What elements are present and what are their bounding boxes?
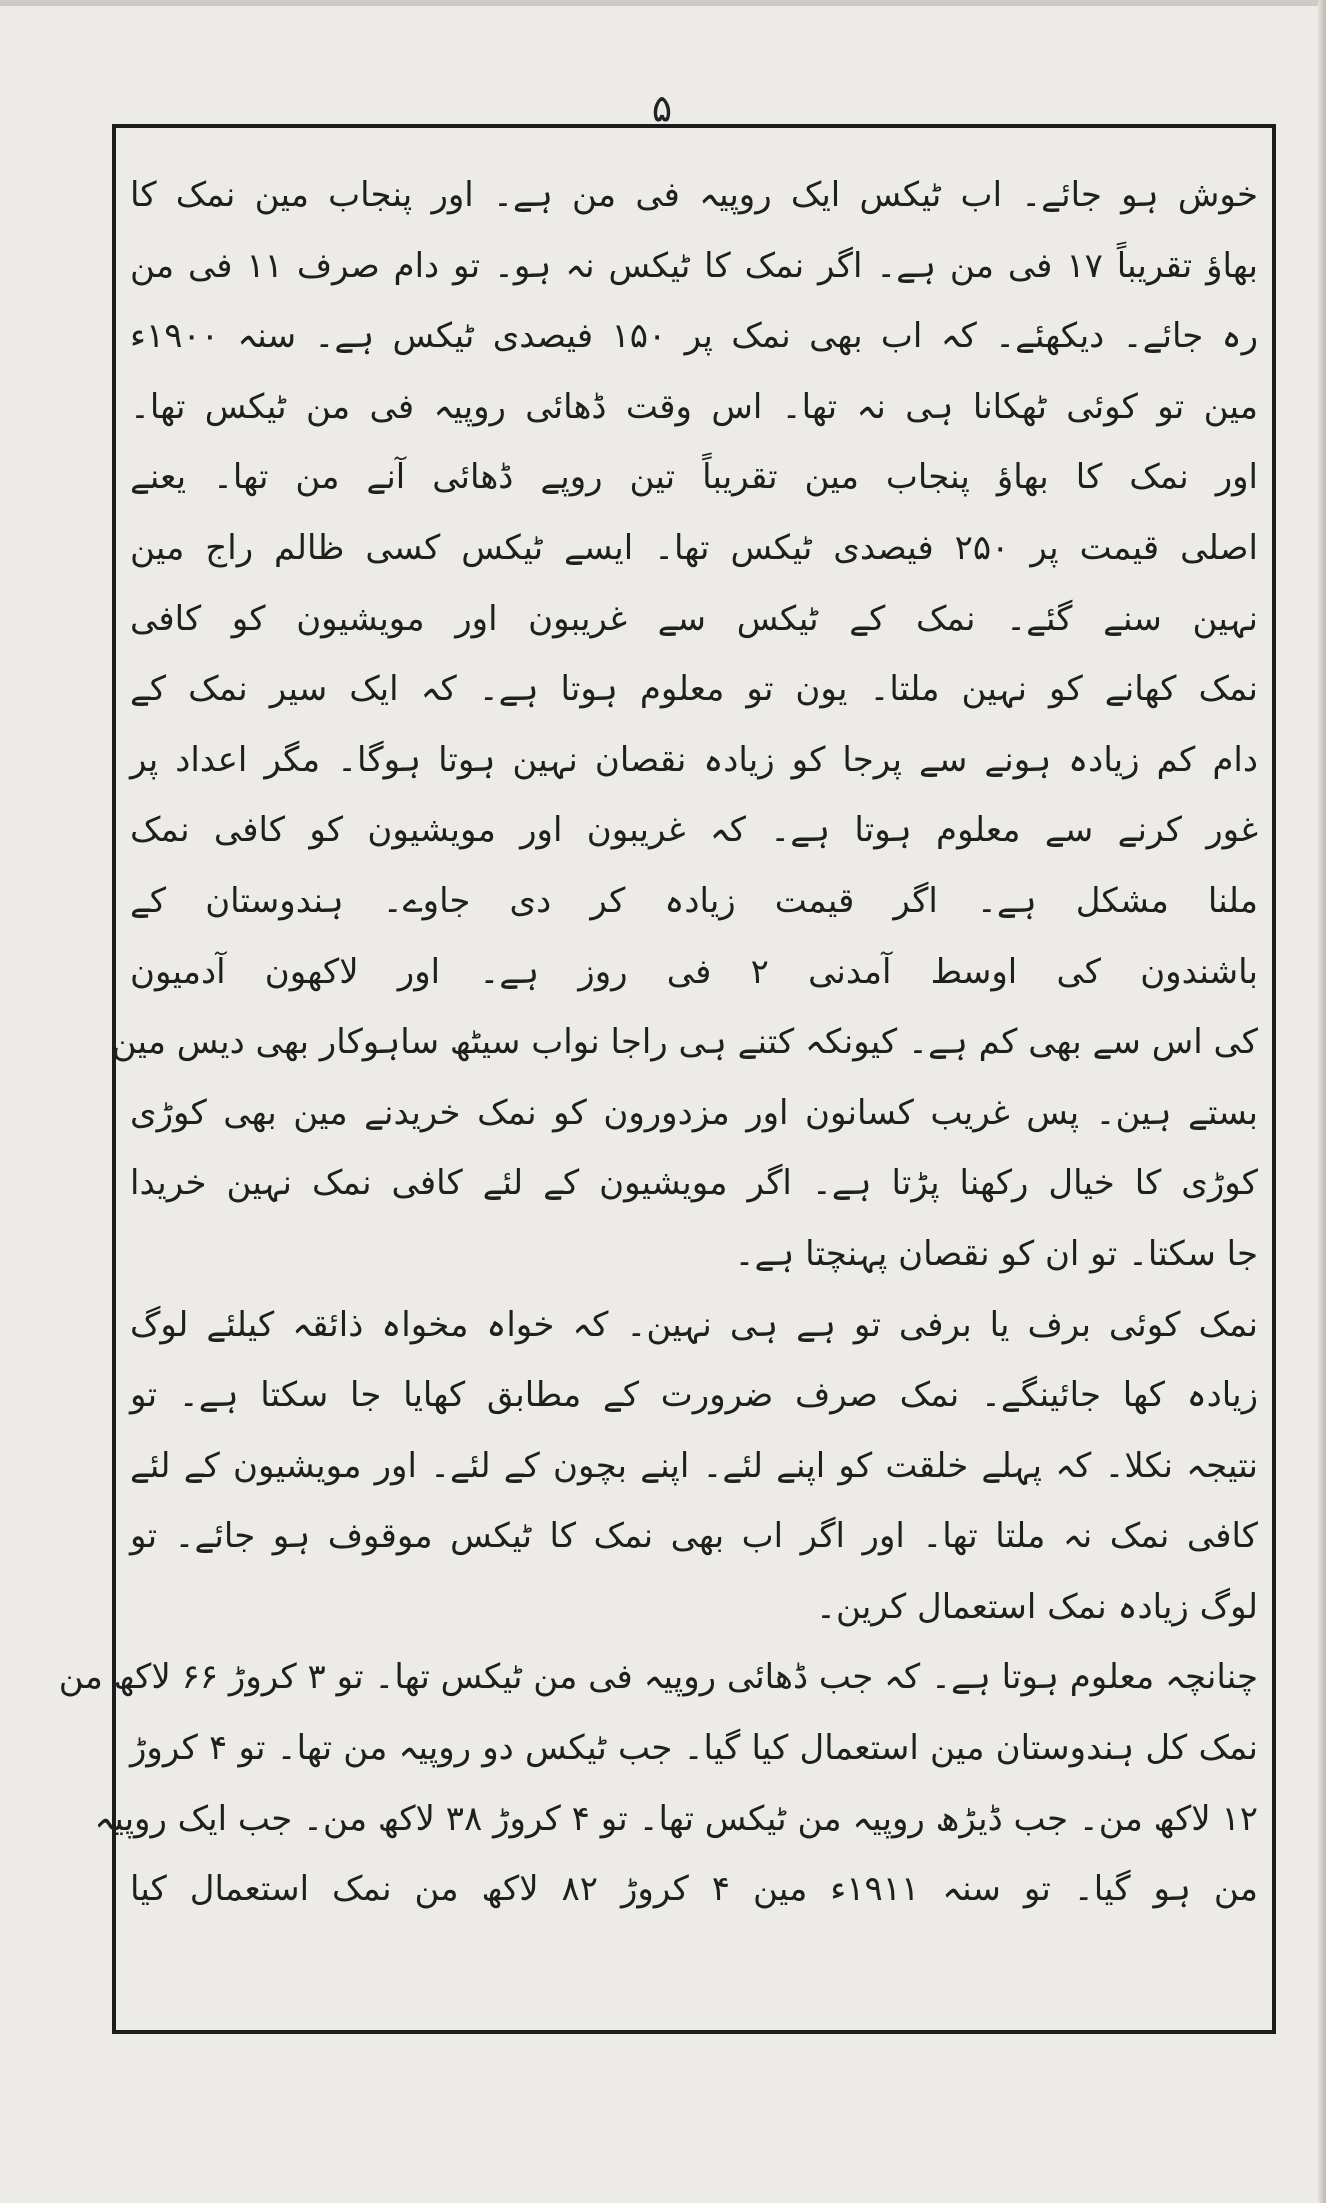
text-line: نمک کل ہندوستان مین استعمال کیا گیا۔ جب ٹیکس دو روپیہ من تھا۔ تو ۴ کروڑ [130, 1728, 1258, 1769]
text-line: غور کرنے سے معلوم ہوتا ہے۔ کہ غریبون اور مویشیون کو کافی نمک [130, 810, 1258, 851]
scan-edge-right [1318, 0, 1326, 2203]
text-line: بھاؤ تقریباً ۱۷ فی من ہے۔ اگر نمک کا ٹیکس نہ ہو۔ تو دام صرف ۱۱ فی من [130, 245, 1258, 286]
text-line: چنانچہ معلوم ہوتا ہے۔ کہ جب ڈھائی روپیہ فی من ٹیکس تھا۔ تو ۳ کروڑ ۶۶ لاکھ من [58, 1657, 1258, 1698]
text-line: خوش ہو جائے۔ اب ٹیکس ایک روپیہ فی من ہے۔ اور پنجاب مین نمک کا [130, 175, 1258, 215]
text-line: نمک کھانے کو نہین ملتا۔ یون تو معلوم ہوتا ہے۔ کہ ایک سیر نمک کے [130, 669, 1258, 710]
text-line: نتیجہ نکلا۔ کہ پہلے خلقت کو اپنے لئے۔ اپنے بچون کے لئے۔ اور مویشیون کے لئے [130, 1445, 1258, 1486]
text-line: نمک کوئی برف یا برفی تو ہے ہی نہین۔ کہ خواہ مخواہ ذائقہ کیلئے لوگ [130, 1304, 1258, 1345]
paragraph-end-line: لوگ زیادہ نمک استعمال کرین۔ [816, 1586, 1258, 1627]
text-line: اصلی قیمت پر ۲۵۰ فیصدی ٹیکس تھا۔ ایسے ٹیکس کسی ظالم راج مین [130, 527, 1258, 568]
text-line: کوڑی کا خیال رکھنا پڑتا ہے۔ اگر مویشیون کے لئے کافی نمک نہین خریدا [130, 1163, 1258, 1204]
text-line: دام کم زیادہ ہونے سے پرجا کو زیادہ نقصان نہین ہوتا ہوگا۔ مگر اعداد پر [130, 739, 1258, 780]
text-line: کافی نمک نہ ملتا تھا۔ اور اگر اب بھی نمک کا ٹیکس موقوف ہو جائے۔ تو [130, 1516, 1258, 1557]
page-number: ۵ [651, 86, 673, 130]
text-line: زیادہ کھا جائینگے۔ نمک صرف ضرورت کے مطابق کھایا جا سکتا ہے۔ تو [130, 1375, 1258, 1416]
text-line: ۱۲ لاکھ من۔ جب ڈیڑھ روپیہ من ٹیکس تھا۔ تو ۴ کروڑ ۳۸ لاکھ من۔ جب ایک روپیہ [94, 1798, 1258, 1839]
text-line: ملنا مشکل ہے۔ اگر قیمت زیادہ کر دی جاوے۔ ہندوستان کے [130, 880, 1258, 921]
text-line: نہین سنے گئے۔ نمک کے ٹیکس سے غریبون اور مویشیون کو کافی [130, 598, 1258, 639]
text-line: رہ جائے۔ دیکھئے۔ کہ اب بھی نمک پر ۱۵۰ فیصدی ٹیکس ہے۔ سنہ ۱۹۰۰ء [130, 316, 1259, 357]
text-line: باشندون کی اوسط آمدنی ۲ فی روز ہے۔ اور لاکھون آدمیون [130, 951, 1258, 992]
paragraph-end-line: جا سکتا۔ تو ان کو نقصان پہنچتا ہے۔ [734, 1233, 1258, 1274]
text-line: کی اس سے بھی کم ہے۔ کیونکہ کتنے ہی راجا نواب سیٹھ ساہوکار بھی دیس مین [111, 1022, 1258, 1063]
scan-edge-top [0, 0, 1326, 6]
text-line: من ہو گیا۔ تو سنہ ۱۹۱۱ء مین ۴ کروڑ ۸۲ لاکھ من نمک استعمال کیا [130, 1869, 1258, 1910]
text-line: اور نمک کا بھاؤ پنجاب مین تقریباً تین روپے ڈھائی آنے من تھا۔ یعنے [130, 457, 1258, 498]
urdu-body-text [58, 160, 1259, 2190]
text-line: بستے ہین۔ پس غریب کسانون اور مزدورون کو نمک خریدنے مین بھی کوڑی [130, 1092, 1258, 1133]
text-line: مین تو کوئی ٹھکانا ہی نہ تھا۔ اس وقت ڈھائی روپیہ فی من ٹیکس تھا۔ [130, 386, 1258, 427]
